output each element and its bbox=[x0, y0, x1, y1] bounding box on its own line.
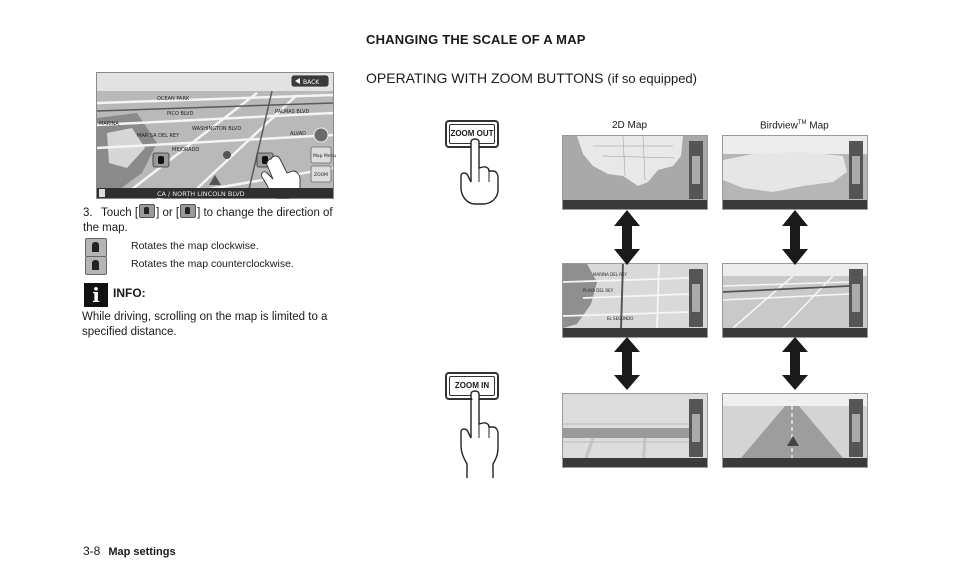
rotate-counterclockwise-icon bbox=[85, 256, 107, 275]
rotate-counterclockwise-text: Rotates the map counterclockwise. bbox=[131, 258, 294, 270]
double-arrow-icon bbox=[780, 337, 810, 390]
rotate-clockwise-icon bbox=[85, 238, 107, 257]
zoom-side-button[interactable] bbox=[311, 166, 331, 182]
rotate-clockwise-text: Rotates the map clockwise. bbox=[131, 240, 259, 252]
subtitle-main: OPERATING WITH ZOOM BUTTONS bbox=[366, 70, 604, 86]
status-bar-text: CA / NORTH LINCOLN BLVD bbox=[157, 190, 245, 198]
street-label: PICO BLVD bbox=[167, 111, 194, 117]
back-button-label: BACK bbox=[303, 79, 320, 86]
step-text-mid: ] or [ bbox=[156, 207, 180, 219]
zoom-out-label: ZOOM OUT bbox=[450, 129, 494, 138]
street-label: PALMAS BLVD bbox=[275, 109, 310, 115]
step-3 bbox=[83, 204, 351, 236]
street-label: MARINA bbox=[99, 121, 119, 127]
step-text-pre: Touch [ bbox=[101, 207, 139, 219]
zoom-in-label: ZOOM IN bbox=[454, 381, 490, 390]
zoom-side-label: ZOOM bbox=[314, 173, 329, 178]
double-arrow-icon bbox=[780, 210, 810, 265]
hand-pointing-icon bbox=[455, 138, 503, 206]
hand-pointing-icon bbox=[455, 390, 503, 480]
step-text-post: ] to change the direction of the map. bbox=[83, 207, 333, 234]
subtitle-note: (if so equipped) bbox=[607, 71, 697, 86]
info-icon: i bbox=[84, 283, 108, 307]
map-birdview-zoomed-out bbox=[722, 135, 868, 210]
birdview-tm: TM bbox=[797, 120, 807, 126]
back-button[interactable] bbox=[291, 75, 329, 87]
street-label: ALVAD bbox=[290, 131, 307, 137]
map-2d-mid-zoom bbox=[562, 263, 708, 338]
map-2d-zoomed-in bbox=[562, 393, 708, 468]
rotate-clockwise-icon bbox=[139, 204, 155, 218]
street-label: MEJORADO bbox=[172, 147, 200, 153]
page-number: 3-8 bbox=[83, 544, 101, 558]
double-arrow-icon bbox=[612, 337, 642, 390]
map-birdview-mid-zoom bbox=[722, 263, 868, 338]
navigation-screen bbox=[96, 72, 337, 199]
map-place-label: PLAYA DEL REY bbox=[583, 288, 614, 293]
step-number: 3. bbox=[83, 207, 93, 219]
street-label: OCEAN PARK bbox=[157, 96, 190, 102]
rotate-counterclockwise-button[interactable] bbox=[153, 153, 169, 167]
map-2d-zoomed-out bbox=[562, 135, 708, 210]
column-2d-heading: 2D Map bbox=[612, 120, 648, 131]
rotate-counterclockwise-icon bbox=[180, 204, 196, 218]
section-title: CHANGING THE SCALE OF A MAP bbox=[366, 32, 586, 47]
birdview-label: Birdview bbox=[760, 120, 798, 132]
map-place-label: EL SEGUNDO bbox=[607, 316, 634, 321]
map-menu-label: Map Menu bbox=[313, 154, 337, 159]
info-label: INFO: bbox=[113, 286, 146, 300]
column-birdview-heading bbox=[760, 120, 829, 131]
double-arrow-icon bbox=[612, 210, 642, 265]
birdview-suffix: Map bbox=[806, 120, 829, 132]
street-label: WASHINGTON BLVD bbox=[192, 126, 242, 132]
footer-section: Map settings bbox=[108, 546, 176, 558]
section-subtitle bbox=[366, 70, 697, 86]
map-birdview-zoomed-in bbox=[722, 393, 868, 468]
compass-icon[interactable] bbox=[314, 128, 328, 142]
page-footer bbox=[83, 544, 176, 558]
street-label: MAR SA DEL REY bbox=[137, 133, 180, 139]
info-text: While driving, scrolling on the map is limited to a specified distance. bbox=[82, 311, 328, 338]
map-place-label: MARINA DEL REY bbox=[593, 272, 628, 277]
